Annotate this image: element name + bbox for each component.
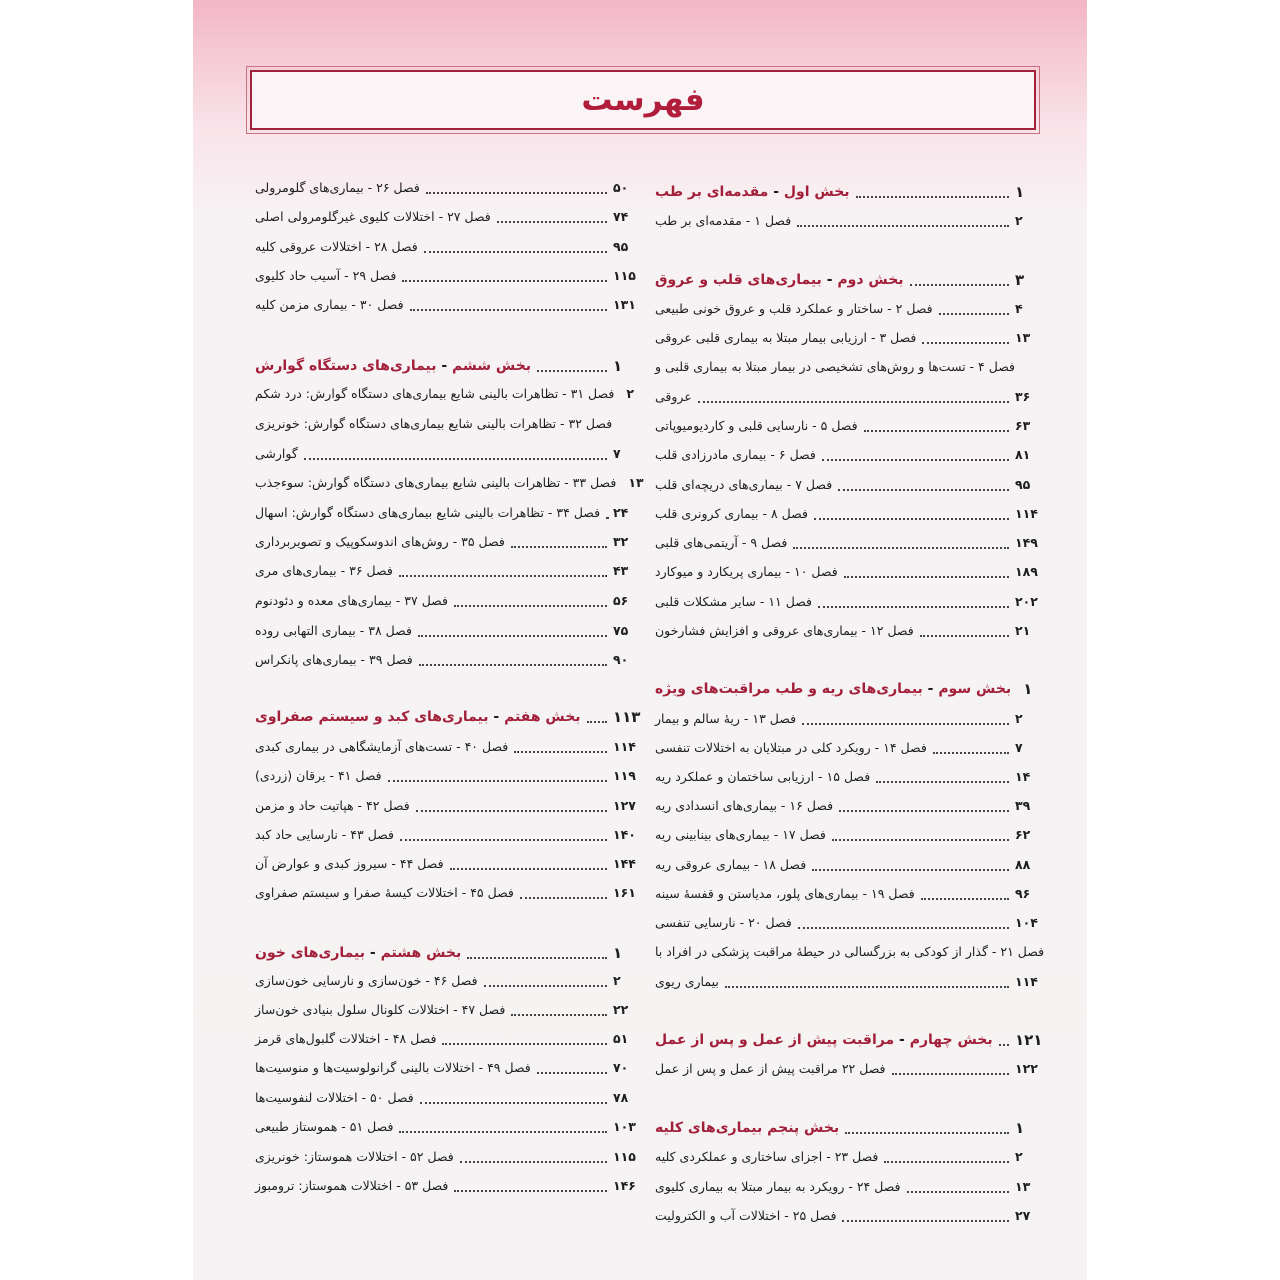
chapter-title: عروقی	[655, 389, 692, 404]
chapter-title: فصل ۴۹ - اختلالات بالینی گرانولوسیت‌ها و منوسیت‌ها	[255, 1060, 531, 1075]
leader-dots	[587, 721, 607, 723]
page-number: ۴۳	[613, 563, 629, 578]
leader-dots	[304, 458, 607, 460]
leader-dots	[920, 635, 1009, 637]
page-number: ۳۹	[1015, 798, 1031, 813]
chapter-entry	[655, 766, 1043, 788]
leader-dots	[410, 309, 607, 311]
chapter-title: فصل ۲۴ - رویکرد به بیمار مبتلا به بیماری کلیوی	[655, 1179, 901, 1194]
leader-dots	[419, 664, 607, 666]
chapter-title: فصل ۱۳ - ریهٔ سالم و بیمار	[655, 711, 797, 726]
page-number: ۸۸	[1015, 857, 1031, 872]
leader-dots	[454, 605, 607, 607]
chapter-title: فصل ۲۶ - بیماری‌های گلومرولی	[255, 180, 420, 195]
part-number: بخش هشتم	[380, 945, 462, 961]
page-number: ۷	[613, 446, 621, 461]
chapter-title: فصل ۲۱ - گذار از کودکی به بزرگسالی در حیطهٔ مراقبت پزشکی در افراد با	[655, 944, 1045, 959]
leader-dots	[537, 1072, 607, 1074]
chapter-entry	[655, 708, 1043, 730]
page-number: ۱۱۵	[613, 268, 636, 283]
page-number: ۹۵	[1015, 477, 1031, 492]
chapter-entry	[655, 883, 1043, 905]
page-number: ۳	[1015, 271, 1025, 289]
part-name: مقدمه‌ای بر طب	[655, 184, 769, 200]
leader-dots	[450, 868, 607, 870]
chapter-title: فصل ۳۸ - بیماری التهابی روده	[255, 623, 412, 638]
page-number: ۹۰	[613, 652, 629, 667]
chapter-entry	[655, 1205, 1043, 1227]
chapter-title: فصل ۴۷ - اختلالات کلونال سلول بنیادی خون‌ساز	[255, 1002, 506, 1017]
part-number: بخش هفتم	[504, 709, 581, 725]
page-number: ۱۶۱	[613, 885, 636, 900]
page-number: ۶۳	[1015, 418, 1031, 433]
part-separator: -	[922, 681, 939, 697]
page-number: ۱۳	[628, 475, 644, 490]
leader-dots	[818, 606, 1009, 608]
part-separator: -	[894, 1032, 910, 1048]
leader-dots	[922, 342, 1009, 344]
chapter-entry	[255, 531, 641, 553]
leader-dots	[418, 635, 607, 637]
chapter-entry	[255, 882, 641, 904]
leader-dots	[402, 280, 607, 282]
page-number: ۱۴۴	[613, 856, 636, 871]
chapter-title: فصل ۳۱ - تظاهرات بالینی شایع بیماری‌های دستگاه گوارش: درد شکم	[255, 386, 615, 401]
part-title	[255, 355, 531, 377]
leader-dots	[793, 547, 1009, 549]
page-number: ۳۲	[613, 534, 629, 549]
leader-dots	[907, 1191, 1009, 1193]
part-name: بیماری‌های خون	[255, 945, 365, 961]
leader-dots	[420, 1102, 607, 1104]
chapter-entry	[255, 795, 641, 817]
chapter-entry	[655, 941, 1043, 963]
part-separator: -	[436, 358, 453, 374]
chapter-entry	[655, 561, 1043, 583]
leader-dots	[514, 751, 607, 753]
page-number: ۱۱۴	[613, 739, 636, 754]
leader-dots	[511, 546, 607, 548]
chapter-title: فصل ۱۴ - رویکرد کلی در مبتلایان به اختلالات تنفسی	[655, 740, 927, 755]
chapter-entry	[655, 298, 1043, 320]
part-heading	[255, 706, 641, 728]
chapter-title: فصل ۱۰ - بیماری پریکارد و میوکارد	[655, 564, 838, 579]
leader-dots	[497, 221, 607, 223]
page-number: ۱۴	[1015, 769, 1031, 784]
chapter-title: فصل ۱۷ - بیماری‌های بینابینی ریه	[655, 827, 826, 842]
chapter-entry	[655, 474, 1043, 496]
page-number: ۵۰	[613, 180, 629, 195]
page-number: ۱	[1015, 183, 1025, 201]
leader-dots	[845, 1132, 1009, 1134]
chapter-entry	[655, 1058, 1043, 1080]
page-number: ۷۵	[613, 623, 629, 638]
page-number: ۵۱	[613, 1031, 629, 1046]
leader-dots	[460, 1161, 607, 1163]
part-title	[255, 706, 581, 728]
leader-dots	[892, 1073, 1009, 1075]
part-name: بیماری‌های ریه و طب مراقبت‌های ویژه	[655, 681, 923, 697]
chapter-entry	[255, 649, 641, 671]
page-number: ۲	[613, 973, 621, 988]
chapter-entry	[255, 999, 641, 1021]
leader-dots	[725, 986, 1009, 988]
leader-dots	[856, 196, 1009, 198]
chapter-title: فصل ۱۱ - سایر مشکلات قلبی	[655, 594, 813, 609]
chapter-title: فصل ۳۵ - روش‌های اندوسکوپیک و تصویربرداری	[255, 534, 505, 549]
part-number: بخش چهارم	[909, 1032, 993, 1048]
leader-dots	[933, 752, 1009, 754]
page-number: ۲۷	[1015, 1208, 1031, 1223]
page-number: ۱۰۳	[613, 1119, 636, 1134]
leader-dots	[698, 401, 1009, 403]
chapter-entry	[255, 560, 641, 582]
page-number: ۱۱۴	[1015, 506, 1038, 521]
chapter-entry	[255, 502, 641, 524]
chapter-title: فصل ۲۰ - نارسایی تنفسی	[655, 915, 792, 930]
leader-dots	[910, 284, 1009, 286]
leader-dots	[467, 957, 607, 959]
part-title	[255, 942, 461, 964]
chapter-title: فصل ۲۹ - آسیب حاد کلیوی	[255, 268, 397, 283]
leader-dots	[399, 1131, 607, 1133]
page-number: ۳۶	[1015, 389, 1031, 404]
part-separator: -	[768, 184, 784, 200]
part-heading	[655, 269, 1043, 291]
page-number: ۱	[613, 357, 623, 375]
chapter-title: فصل ۵۳ - اختلالات هموستاز: ترومبوز	[255, 1178, 449, 1193]
chapter-entry	[655, 444, 1043, 466]
chapter-title: فصل ۵۰ - اختلالات لنفوسیت‌ها	[255, 1090, 414, 1105]
page-number: ۲	[1015, 1149, 1023, 1164]
page-number: ۱۳	[1015, 1179, 1031, 1194]
leader-dots	[511, 1014, 607, 1016]
chapter-title: فصل ۴۱ - یرقان (زردی)	[255, 768, 382, 783]
page-number: ۵۶	[613, 593, 629, 608]
page-number: ۱۴۹	[1015, 535, 1038, 550]
page-number: ۱۱۵	[613, 1149, 636, 1164]
page-number: ۱۲۱	[1015, 1031, 1043, 1049]
page-number: ۱۱۳	[613, 708, 641, 726]
leader-dots	[606, 517, 607, 519]
page-number: ۱۰۴	[1015, 915, 1038, 930]
chapter-title: فصل ۴۰ - تست‌های آزمایشگاهی در بیماری کبدی	[255, 739, 509, 754]
chapter-title: فصل ۳۲ - تظاهرات بالینی شایع بیماری‌های دستگاه گوارش: خونریزی	[255, 416, 613, 431]
chapter-entry	[655, 503, 1043, 525]
page-number: ۱۲۲	[1015, 1061, 1038, 1076]
part-separator: -	[821, 272, 838, 288]
leader-dots	[798, 927, 1009, 929]
chapter-entry	[255, 206, 641, 228]
chapter-entry	[255, 413, 641, 435]
chapter-entry	[255, 1175, 641, 1197]
page-number: ۷	[1015, 740, 1023, 755]
chapter-entry	[255, 294, 641, 316]
chapter-entry	[655, 415, 1043, 437]
chapter-title: فصل ۱۸ - بیماری عروقی ریه	[655, 857, 807, 872]
leader-dots	[939, 313, 1009, 315]
chapter-entry	[655, 620, 1043, 642]
page-number: ۲۰۲	[1015, 594, 1038, 609]
chapter-entry	[255, 177, 641, 199]
part-number: بخش ششم	[452, 358, 532, 374]
chapter-entry	[655, 356, 1043, 378]
leader-dots	[814, 518, 1009, 520]
chapter-entry	[655, 795, 1043, 817]
chapter-title: گوارشی	[255, 446, 298, 461]
page-number: ۷۸	[613, 1090, 629, 1105]
part-separator: -	[365, 945, 381, 961]
part-heading	[255, 355, 641, 377]
page-number: ۷۴	[613, 209, 629, 224]
chapter-title: فصل ۳۳ - تظاهرات بالینی شایع بیماری‌های دستگاه گوارش: سوءجذب	[255, 475, 617, 490]
part-name: بیماری‌های کبد و سیستم صفراوی	[255, 709, 489, 725]
page-number: ۱۸۹	[1015, 564, 1038, 579]
chapter-title: فصل ۲ - ساختار و عملکرد قلب و عروق خونی طبیعی	[655, 301, 933, 316]
page-number: ۲۴	[613, 505, 629, 520]
chapter-title: فصل ۴۴ - سیروز کبدی و عوارض آن	[255, 856, 444, 871]
chapter-title: فصل ۲۵ - اختلالات آب و الکترولیت	[655, 1208, 837, 1223]
part-heading	[655, 1117, 1043, 1139]
page-number: ۱	[1023, 680, 1033, 698]
leader-dots	[802, 723, 1009, 725]
part-number: بخش پنجم	[767, 1120, 840, 1136]
leader-dots	[454, 1190, 607, 1192]
chapter-title: فصل ۵۱ - هموستاز طبیعی	[255, 1119, 394, 1134]
page-number: ۱۱۹	[613, 768, 636, 783]
part-title	[655, 181, 850, 203]
leader-dots	[842, 1220, 1009, 1222]
chapter-entry	[655, 824, 1043, 846]
part-name: بیماری‌های قلب و عروق	[655, 272, 822, 288]
chapter-title: فصل ۴ - تست‌ها و روش‌های تشخیصی در بیمار مبتلا به بیماری قلبی و	[655, 359, 1016, 374]
part-heading	[655, 1029, 1043, 1051]
chapter-entry	[255, 1057, 641, 1079]
page-number: ۱۱۴	[1015, 974, 1038, 989]
chapter-entry	[255, 1146, 641, 1168]
part-title	[655, 1029, 993, 1051]
page-number: ۱۳	[1015, 330, 1031, 345]
leader-dots	[864, 430, 1009, 432]
part-heading	[655, 678, 1043, 700]
chapter-entry	[655, 912, 1043, 934]
part-title	[655, 269, 904, 291]
leader-dots	[884, 1161, 1009, 1163]
leader-dots	[838, 489, 1009, 491]
chapter-entry	[655, 532, 1043, 554]
part-title	[655, 678, 1011, 700]
leader-dots	[416, 810, 607, 812]
chapter-title: فصل ۶ - بیماری مادرزادی قلب	[655, 447, 816, 462]
part-number: بخش اول	[783, 184, 850, 200]
leader-dots	[424, 251, 607, 253]
page-number: ۴	[1015, 301, 1023, 316]
chapter-title: فصل ۱۹ - بیماری‌های پلور، مدیاستن و قفسهٔ سینه	[655, 886, 915, 901]
leader-dots	[797, 225, 1009, 227]
chapter-title: فصل ۸ - بیماری کرونری قلب	[655, 506, 808, 521]
chapter-entry	[655, 591, 1043, 613]
leader-dots	[426, 192, 607, 194]
part-number: بخش سوم	[938, 681, 1012, 697]
chapter-entry	[255, 590, 641, 612]
page-number: ۱۳۱	[613, 297, 636, 312]
chapter-title: فصل ۴۶ - خون‌سازی و نارسایی خون‌سازی	[255, 973, 478, 988]
leader-dots	[822, 459, 1009, 461]
leader-dots	[400, 839, 607, 841]
page-number: ۱۴۶	[613, 1178, 636, 1193]
chapter-title: فصل ۴۸ - اختلالات گلبول‌های قرمز	[255, 1031, 437, 1046]
chapter-entry	[255, 236, 641, 258]
page-number: ۶۲	[1015, 827, 1031, 842]
leader-dots	[537, 370, 607, 372]
page-number: ۲	[1015, 711, 1023, 726]
chapter-title: فصل ۲۷ - اختلالات کلیوی غیرگلومرولی اصلی	[255, 209, 491, 224]
chapter-title: فصل ۳ - ارزیابی بیمار مبتلا به بیماری قلبی عروقی	[655, 330, 917, 345]
page-number: ۹۶	[1015, 886, 1031, 901]
chapter-title: فصل ۳۴ - تظاهرات بالینی شایع بیماری‌های دستگاه گوارش: اسهال	[255, 505, 601, 520]
part-title	[655, 1117, 839, 1139]
chapter-title: فصل ۱ - مقدمه‌ای بر طب	[655, 213, 792, 228]
chapter-title: فصل ۳۶ - بیماری‌های مری	[255, 563, 393, 578]
chapter-title: فصل ۲۲ مراقبت پیش از عمل و پس از عمل	[655, 1061, 886, 1076]
chapter-title: فصل ۹ - آریتمی‌های قلبی	[655, 535, 788, 550]
chapter-title: فصل ۵۲ - اختلالات هموستاز: خونریزی	[255, 1149, 454, 1164]
chapter-title: فصل ۳۰ - بیماری مزمن کلیه	[255, 297, 404, 312]
chapter-title: فصل ۳۷ - بیماری‌های معده و دئودنوم	[255, 593, 448, 608]
chapter-title: فصل ۲۳ - اجزای ساختاری و عملکردی کلیه	[655, 1149, 879, 1164]
chapter-title: فصل ۱۶ - بیماری‌های انسدادی ریه	[655, 798, 834, 813]
chapter-entry	[255, 383, 641, 405]
leader-dots	[999, 1044, 1009, 1046]
chapter-entry	[255, 765, 641, 787]
chapter-entry	[255, 736, 641, 758]
part-separator: -	[488, 709, 505, 725]
chapter-entry	[255, 1028, 641, 1050]
part-heading	[255, 942, 641, 964]
leader-dots	[399, 575, 607, 577]
part-name: بیماری‌های کلیه	[655, 1120, 763, 1136]
chapter-entry	[655, 1176, 1043, 1198]
page-number: ۲۱	[1015, 623, 1031, 638]
page-number: ۹۵	[613, 239, 629, 254]
page-number: ۲	[626, 386, 634, 401]
chapter-title: فصل ۱۵ - ارزیابی ساختمان و عملکرد ریه	[655, 769, 871, 784]
chapter-entry	[255, 1116, 641, 1138]
chapter-title: فصل ۱۲ - بیماری‌های عروقی و افزایش فشارخون	[655, 623, 914, 638]
page-number: ۱	[613, 944, 623, 962]
leader-dots	[812, 869, 1009, 871]
chapter-title: فصل ۴۳ - نارسایی حاد کبد	[255, 827, 394, 842]
chapter-entry	[255, 970, 641, 992]
page-number: ۱	[1015, 1119, 1025, 1137]
chapter-title: فصل ۲۸ - اختلالات عروقی کلیه	[255, 239, 418, 254]
chapter-entry	[255, 1087, 641, 1109]
leader-dots	[839, 810, 1009, 812]
chapter-title: بیماری ریوی	[655, 974, 719, 989]
page-number: ۷۰	[613, 1060, 629, 1075]
chapter-entry	[655, 854, 1043, 876]
part-name: مراقبت پیش از عمل و پس از عمل	[655, 1032, 895, 1048]
chapter-title: فصل ۴۵ - اختلالات کیسهٔ صفرا و سیستم صفراوی	[255, 885, 514, 900]
chapter-entry	[255, 620, 641, 642]
chapter-title: فصل ۴۲ - هپاتیت حاد و مزمن	[255, 798, 410, 813]
page-number: ۱۲۷	[613, 798, 636, 813]
leader-dots	[388, 780, 607, 782]
chapter-title: فصل ۷ - بیماری‌های دریچه‌ای قلب	[655, 477, 833, 492]
chapter-entry	[255, 265, 641, 287]
leader-dots	[876, 781, 1009, 783]
chapter-entry	[255, 824, 641, 846]
part-heading	[655, 181, 1043, 203]
chapter-entry	[655, 327, 1043, 349]
chapter-title: فصل ۳۹ - بیماری‌های پانکراس	[255, 652, 413, 667]
chapter-entry	[655, 386, 1043, 408]
chapter-entry	[655, 1146, 1043, 1168]
chapter-entry	[655, 210, 1043, 232]
page-number: ۲	[1015, 213, 1023, 228]
page-number: ۸۱	[1015, 447, 1031, 462]
page-title: فهرست	[581, 82, 705, 118]
chapter-title: فصل ۵ - نارسایی قلبی و کاردیومیوپاتی	[655, 418, 858, 433]
part-number: بخش دوم	[837, 272, 904, 288]
chapter-entry	[655, 971, 1043, 993]
leader-dots	[520, 897, 607, 899]
part-name: بیماری‌های دستگاه گوارش	[255, 358, 437, 374]
leader-dots	[844, 576, 1009, 578]
leader-dots	[484, 985, 607, 987]
leader-dots	[921, 898, 1009, 900]
chapter-entry	[655, 737, 1043, 759]
chapter-entry	[255, 472, 644, 494]
page-number: ۱۴۰	[613, 827, 636, 842]
leader-dots	[832, 839, 1009, 841]
title-box	[250, 70, 1036, 130]
chapter-entry	[255, 853, 641, 875]
page-number: ۲۲	[613, 1002, 629, 1017]
chapter-entry	[255, 443, 641, 465]
leader-dots	[442, 1043, 607, 1045]
